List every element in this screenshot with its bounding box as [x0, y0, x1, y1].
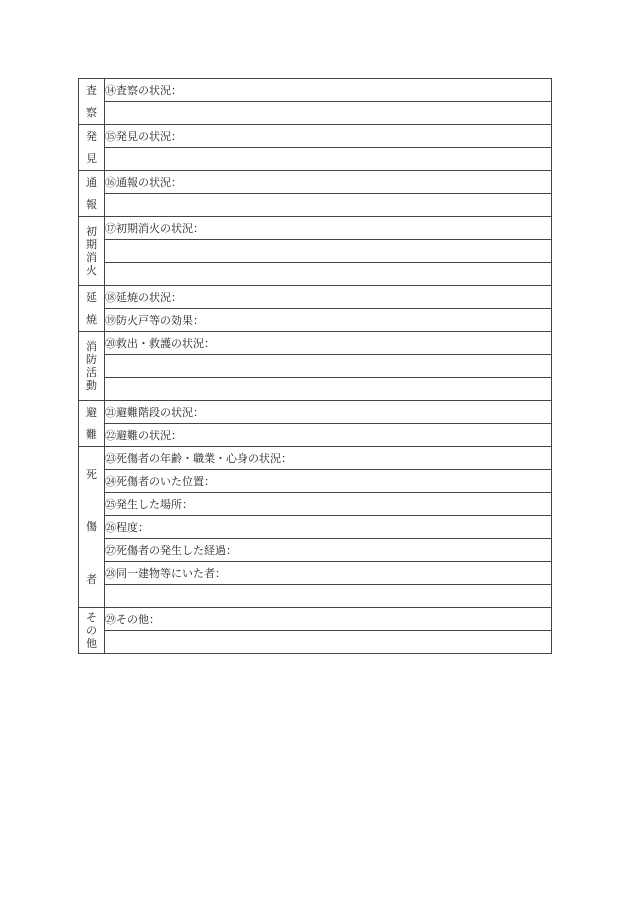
form-row: [79, 286, 552, 309]
field-label: ㉙その他：: [105, 608, 552, 631]
section-label: [79, 125, 105, 171]
field-label: ㉕発生した場所：: [105, 493, 552, 516]
blank-field[interactable]: [105, 355, 552, 378]
form-row: [79, 102, 552, 125]
form-row: [79, 309, 552, 332]
form-row: [79, 470, 552, 493]
field-label: ⑱延焼の状況：: [105, 286, 552, 309]
form-row: [79, 263, 552, 286]
form-row: [79, 217, 552, 240]
section-label: [79, 171, 105, 217]
field-label: ㉗死傷者の発生した経過：: [105, 539, 552, 562]
blank-field[interactable]: [105, 585, 552, 608]
field-label: ⑮発見の状況：: [105, 125, 552, 148]
field-label: ㉖程度：: [105, 516, 552, 539]
form-row: [79, 539, 552, 562]
form-row: [79, 148, 552, 171]
section-label: [79, 217, 105, 286]
form-row: [79, 631, 552, 654]
section-label: [79, 286, 105, 332]
field-label: ㉒避難の状況：: [105, 424, 552, 447]
form-row: [79, 378, 552, 401]
form-row: [79, 608, 552, 631]
field-label: ⑰初期消火の状況：: [105, 217, 552, 240]
field-label: ⑲防火戸等の効果：: [105, 309, 552, 332]
form-row: [79, 79, 552, 102]
section-label: [79, 79, 105, 125]
blank-field[interactable]: [105, 631, 552, 654]
field-label: ㉑避難階段の状況：: [105, 401, 552, 424]
form-row: [79, 125, 552, 148]
form-row: [79, 332, 552, 355]
section-label: [79, 332, 105, 401]
blank-field[interactable]: [105, 240, 552, 263]
form-row: [79, 516, 552, 539]
section-label-text: 通 報: [86, 176, 97, 211]
section-label-text: 延 焼: [86, 291, 97, 326]
blank-field[interactable]: [105, 148, 552, 171]
blank-field[interactable]: [105, 194, 552, 217]
section-label-text: 死 傷 者: [86, 467, 97, 587]
section-label: [79, 608, 105, 654]
form-row: [79, 447, 552, 470]
section-label: [79, 401, 105, 447]
field-label: ⑯通報の状況：: [105, 171, 552, 194]
blank-field[interactable]: [105, 378, 552, 401]
form-row: [79, 240, 552, 263]
field-label: ⑳救出・救護の状況：: [105, 332, 552, 355]
section-label-text: 査 察: [86, 84, 97, 119]
form-row: [79, 424, 552, 447]
section-label: [79, 447, 105, 608]
section-label-text: 消 防 活 動: [86, 340, 97, 392]
blank-field[interactable]: [105, 263, 552, 286]
section-label-text: 発 見: [86, 130, 97, 165]
form-row: [79, 562, 552, 585]
field-label: ⑭査察の状況：: [105, 79, 552, 102]
field-label: ㉓死傷者の年齢・職業・心身の状況：: [105, 447, 552, 470]
investigation-form-table: [78, 78, 552, 654]
form-row: [79, 493, 552, 516]
section-label-text: 避 難: [86, 406, 97, 441]
field-label: ㉔死傷者のいた位置：: [105, 470, 552, 493]
blank-field[interactable]: [105, 102, 552, 125]
form-row: [79, 401, 552, 424]
form-row: [79, 585, 552, 608]
field-label: ㉘同一建物等にいた者：: [105, 562, 552, 585]
form-row: [79, 171, 552, 194]
form-row: [79, 355, 552, 378]
section-label-text: 初 期 消 火: [86, 225, 97, 277]
form-row: [79, 194, 552, 217]
section-label-text: そ の 他: [86, 611, 97, 650]
